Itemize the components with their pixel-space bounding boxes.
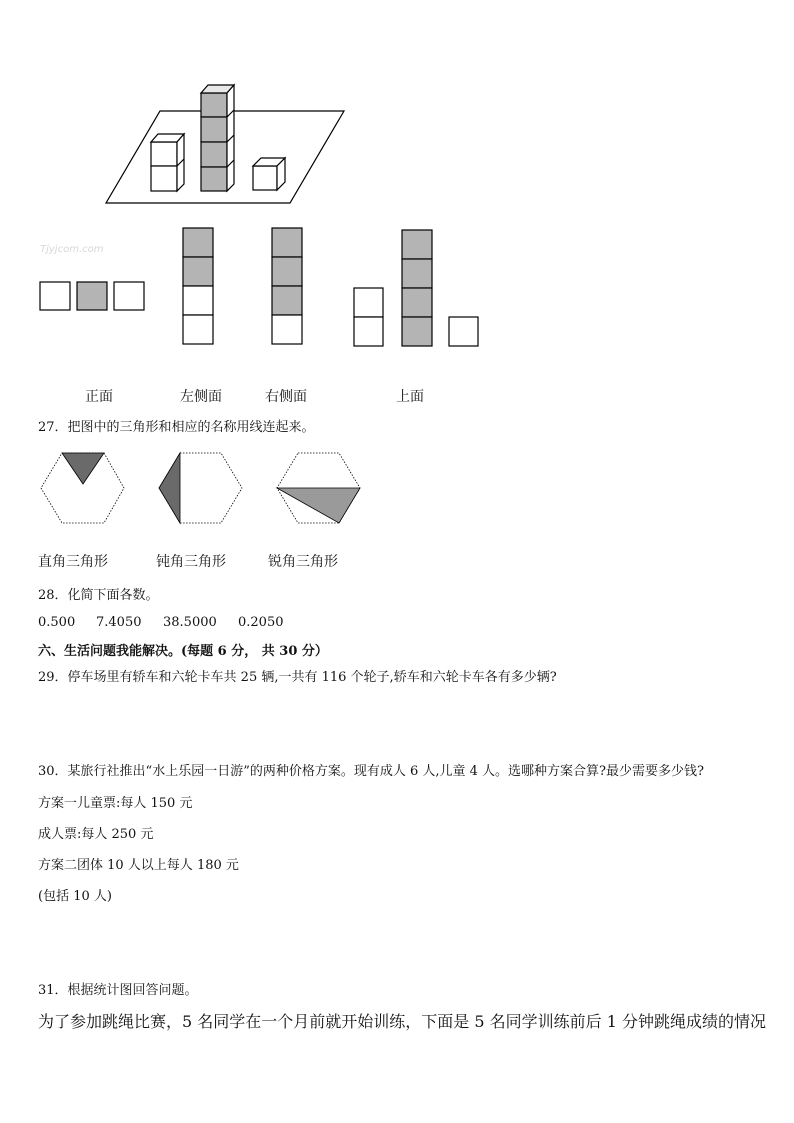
question-31: 31．根据统计图回答问题。 bbox=[38, 983, 198, 998]
section-6-heading: 六、生活问题我能解决。(每题 6 分， 共 30 分） bbox=[38, 644, 328, 659]
question-31-body: 为了参加跳绳比赛，5 名同学在一个月前就开始训练，下面是 5 名同学训练前后 1 分钟跳绳成绩的情况 bbox=[38, 1012, 766, 1031]
question-27: 27．把图中的三角形和相应的名称用线连起来。 bbox=[38, 420, 315, 435]
view-label-front: 正面 bbox=[85, 389, 113, 405]
hexagon-triangles-figure bbox=[0, 0, 794, 540]
view-label-left: 左侧面 bbox=[180, 389, 222, 405]
plan-1-child: 方案一儿童票:每人 150 元 bbox=[38, 796, 193, 811]
triangle-name-right: 直角三角形 bbox=[38, 554, 108, 570]
hexagon-2 bbox=[159, 453, 242, 523]
triangle-name-obtuse: 钝角三角形 bbox=[156, 554, 226, 570]
plan-1-adult: 成人票:每人 250 元 bbox=[38, 827, 154, 842]
number-1: 0.500 bbox=[38, 615, 76, 630]
question-28: 28．化简下面各数。 bbox=[38, 588, 159, 603]
view-label-right: 右侧面 bbox=[265, 389, 307, 405]
question-30: 30．某旅行社推出“水上乐园一日游”的两种价格方案。现有成人 6 人,儿童 4 人。选哪种方案合算?最少需要多少钱? bbox=[38, 764, 704, 779]
view-label-top: 上面 bbox=[396, 389, 424, 405]
triangle-name-acute: 锐角三角形 bbox=[268, 554, 338, 570]
question-29: 29．停车场里有轿车和六轮卡车共 25 辆,一共有 116 个轮子,轿车和六轮卡车各有多少辆? bbox=[38, 670, 557, 685]
number-4: 0.2050 bbox=[238, 615, 284, 630]
hexagon-3 bbox=[277, 453, 360, 523]
number-2: 7.4050 bbox=[96, 615, 142, 630]
watermark: Tjyjcom.com bbox=[40, 244, 104, 255]
plan-2-note: (包括 10 人) bbox=[38, 889, 112, 904]
number-3: 38.5000 bbox=[163, 615, 217, 630]
plan-2-group: 方案二团体 10 人以上每人 180 元 bbox=[38, 858, 239, 873]
hexagon-1 bbox=[41, 453, 124, 523]
